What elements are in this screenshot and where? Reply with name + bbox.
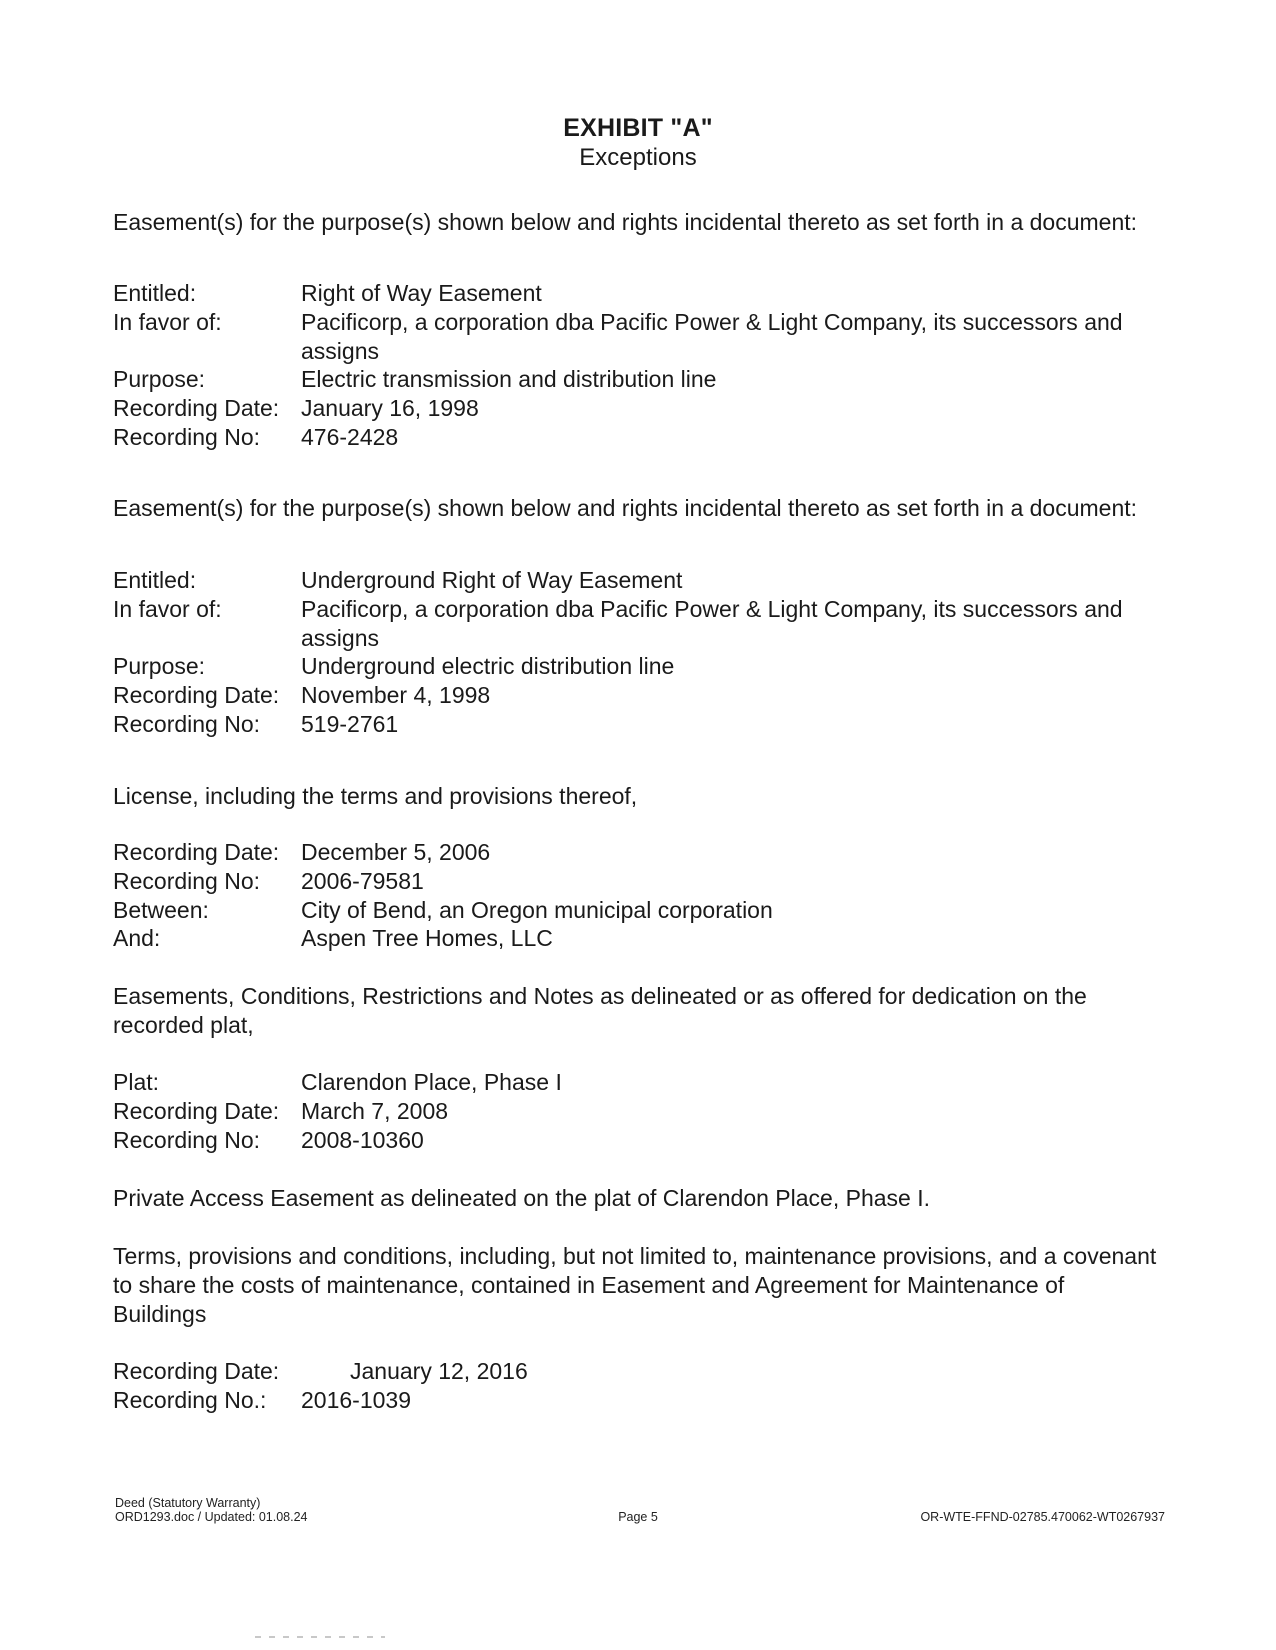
scan-artifact [255,1636,385,1638]
field-row [113,838,1163,867]
field-value: January 12, 2016 [350,1358,528,1384]
footer-doc-type: Deed (Statutory Warranty) [115,1496,261,1510]
field-value: Aspen Tree Homes, LLC [301,925,553,952]
field-row [113,566,1163,595]
field-label: Recording No: [113,423,261,450]
section-6-fields [113,1357,1163,1415]
field-row [113,1068,1163,1097]
field-value: Right of Way Easement [301,280,542,306]
field-label: Purpose: [113,653,206,680]
field-label: Recording Date: [113,395,280,422]
section-intro: Easement(s) for the purpose(s) shown below and rights incidental thereto as set forth in a document: [113,495,1138,521]
field-row [113,924,1163,953]
section-intro: Private Access Easement as delineated on the plat of Clarendon Place, Phase I. [113,1185,930,1211]
footer-file-number: OR-WTE-FFND-02785.470062-WT0267937 [920,1510,1165,1524]
field-value: 2016-1039 [301,1386,411,1413]
field-label: In favor of: [113,308,222,335]
field-row [113,394,1163,423]
field-value: Underground Right of Way Easement [301,567,683,593]
field-label: Purpose: [113,366,206,393]
field-value: March 7, 2008 [301,1097,449,1124]
field-label: Recording Date: [113,1358,280,1384]
field-row [113,365,1163,394]
field-value: City of Bend, an Oregon municipal corporation [301,896,773,923]
section-intro: Easement(s) for the purpose(s) shown below and rights incidental thereto as set forth in a document: [113,209,1138,235]
field-row [113,681,1163,710]
field-row [113,279,1163,308]
section-intro: Easements, Conditions, Restrictions and Notes as delineated or as offered for dedication on the recorded plat, [113,983,1087,1038]
field-value: Electric transmission and distribution line [301,366,717,393]
field-row [113,423,1163,452]
field-label: Recording No: [113,710,261,737]
field-label: Recording Date: [113,682,280,709]
field-value: Underground electric distribution line [301,653,675,680]
exception-section-6 [113,1242,1163,1328]
field-row [113,1126,1163,1155]
field-value: 519-2761 [301,710,399,737]
exhibit-title: EXHIBIT "A" [563,114,713,142]
exception-section-4 [113,982,1163,1040]
section-1-fields [113,279,1163,452]
field-label: Between: [113,896,209,923]
field-label: Entitled: [113,280,197,306]
field-value: 476-2428 [301,423,399,450]
exception-section-1 [113,208,1163,237]
field-row [113,1357,1163,1386]
field-row [113,595,1163,653]
field-label: Entitled: [113,567,197,593]
field-value: 2008-10360 [301,1126,424,1153]
section-intro: Terms, provisions and conditions, including, but not limited to, maintenance provisions, and a covenant to share the costs of maintenance, contained in Easement and Agreement for Maintenance of Buildings [113,1243,1157,1327]
exhibit-heading [0,113,1276,173]
field-label: Recording No.: [113,1386,267,1413]
field-label: Recording Date: [113,839,280,865]
section-intro: License, including the terms and provisions thereof, [113,783,638,809]
field-row [113,710,1163,739]
exception-section-2 [113,494,1163,523]
field-value: Pacificorp, a corporation dba Pacific Power & Light Company, its successors and assigns [301,308,1123,364]
field-row [113,867,1163,896]
section-3-fields [113,838,1163,953]
field-row [113,896,1163,925]
field-label: And: [113,925,161,952]
field-value: Clarendon Place, Phase I [301,1069,562,1095]
field-row [113,1097,1163,1126]
field-label: In favor of: [113,595,222,622]
field-value: November 4, 1998 [301,682,491,709]
exhibit-subtitle: Exceptions [579,144,697,171]
section-4-fields [113,1068,1163,1154]
field-row [113,652,1163,681]
footer-page-number: Page 5 [618,1510,658,1524]
field-label: Recording Date: [113,1097,280,1124]
field-row [113,1386,1163,1415]
field-value: January 16, 1998 [301,395,479,422]
field-value: December 5, 2006 [301,839,491,865]
exception-section-3 [113,782,1163,811]
field-value: Pacificorp, a corporation dba Pacific Power & Light Company, its successors and assigns [301,595,1123,651]
footer-doc-updated: ORD1293.doc / Updated: 01.08.24 [115,1510,308,1524]
section-2-fields [113,566,1163,739]
exception-section-5 [113,1184,1163,1213]
field-label: Recording No: [113,867,261,894]
field-label: Recording No: [113,1126,261,1153]
field-row [113,308,1163,366]
field-label: Plat: [113,1069,160,1095]
field-value: 2006-79581 [301,867,424,894]
